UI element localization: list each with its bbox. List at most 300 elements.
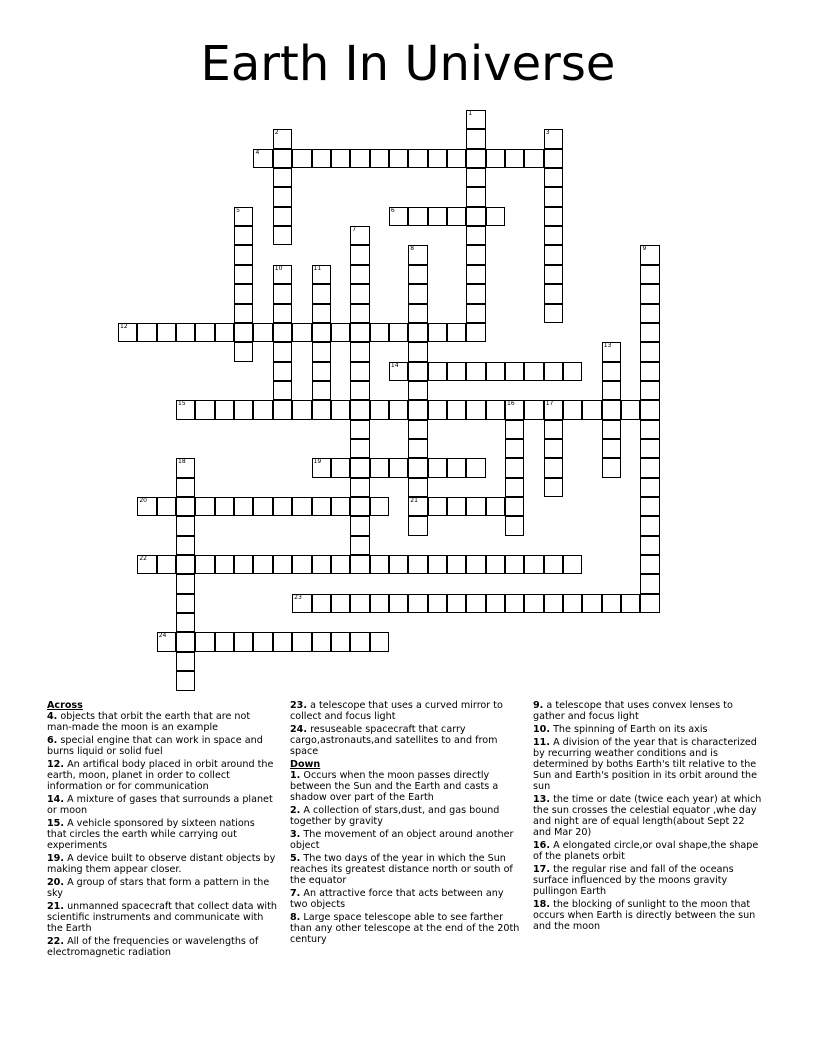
grid-cell[interactable] (176, 613, 195, 632)
grid-cell[interactable] (370, 149, 389, 168)
grid-cell[interactable] (292, 149, 311, 168)
grid-cell[interactable] (312, 555, 331, 574)
grid-cell[interactable] (176, 632, 195, 651)
grid-cell[interactable] (466, 149, 485, 168)
grid-cell[interactable] (331, 458, 350, 477)
grid-cell[interactable] (447, 497, 466, 516)
grid-cell[interactable] (408, 400, 427, 419)
grid-cell[interactable] (195, 497, 214, 516)
grid-cell[interactable] (563, 594, 582, 613)
grid-cell[interactable] (253, 632, 272, 651)
grid-cell[interactable] (370, 594, 389, 613)
clue-text: The two days of the year in which the Sun reaches its greatest distance north or south of the equator (290, 853, 513, 886)
grid-cell[interactable] (273, 304, 292, 323)
grid-cell[interactable] (273, 632, 292, 651)
clue-number: 15 (178, 400, 186, 408)
grid-cell[interactable] (447, 400, 466, 419)
grid-cell[interactable] (350, 555, 369, 574)
grid-cell[interactable] (640, 536, 659, 555)
grid-cell[interactable] (292, 400, 311, 419)
grid-cell[interactable] (292, 632, 311, 651)
grid-cell[interactable] (350, 362, 369, 381)
grid-cell[interactable] (234, 632, 253, 651)
grid-cell[interactable] (331, 323, 350, 342)
clue-number: 13 (603, 342, 612, 350)
grid-cell[interactable] (544, 420, 563, 439)
grid-cell[interactable] (640, 284, 659, 303)
grid-cell[interactable] (640, 304, 659, 323)
grid-cell[interactable] (273, 187, 292, 206)
grid-cell[interactable] (253, 555, 272, 574)
grid-cell[interactable] (640, 400, 659, 419)
grid-cell[interactable] (176, 323, 195, 342)
grid-cell[interactable] (331, 497, 350, 516)
grid-cell[interactable] (389, 207, 408, 226)
grid-cell[interactable] (176, 671, 195, 690)
clue-number: 5 (236, 206, 240, 214)
grid-cell[interactable] (544, 458, 563, 477)
grid-cell[interactable] (350, 516, 369, 535)
clue-number: 2 (274, 129, 279, 137)
grid-cell[interactable] (312, 458, 331, 477)
grid-cell[interactable] (312, 304, 331, 323)
grid-cell[interactable] (466, 304, 485, 323)
grid-cell[interactable] (544, 594, 563, 613)
grid-cell[interactable] (544, 207, 563, 226)
grid-cell[interactable] (273, 207, 292, 226)
clue-number: 1 (468, 110, 473, 117)
grid-cell[interactable] (428, 207, 447, 226)
grid-cell[interactable] (486, 555, 505, 574)
grid-cell[interactable] (176, 497, 195, 516)
grid-cell[interactable] (215, 555, 234, 574)
grid-cell[interactable] (157, 497, 176, 516)
grid-cell[interactable] (215, 497, 234, 516)
grid-cell[interactable] (466, 555, 485, 574)
grid-cell[interactable] (273, 168, 292, 187)
grid-cell[interactable] (640, 265, 659, 284)
grid-cell[interactable] (505, 478, 524, 497)
grid-cell[interactable] (428, 555, 447, 574)
grid-cell[interactable] (505, 362, 524, 381)
grid-cell[interactable] (312, 265, 331, 284)
grid-cell[interactable] (350, 381, 369, 400)
grid-cell[interactable] (273, 149, 292, 168)
grid-cell[interactable] (544, 439, 563, 458)
grid-cell[interactable] (273, 362, 292, 381)
grid-cell[interactable] (505, 439, 524, 458)
grid-cell[interactable] (176, 400, 195, 419)
grid-cell[interactable] (640, 497, 659, 516)
grid-cell[interactable] (389, 594, 408, 613)
grid-cell[interactable] (602, 362, 621, 381)
grid-cell[interactable] (195, 323, 214, 342)
grid-cell[interactable] (370, 632, 389, 651)
grid-cell[interactable] (602, 381, 621, 400)
grid-cell[interactable] (350, 478, 369, 497)
grid-cell[interactable] (273, 400, 292, 419)
clue-text: unmanned spacecraft that collect data with scientific instruments and communicate with the Earth (47, 901, 277, 934)
grid-cell[interactable] (428, 458, 447, 477)
grid-cell[interactable] (447, 362, 466, 381)
grid-cell[interactable] (195, 632, 214, 651)
grid-cell[interactable] (273, 265, 292, 284)
clue-number: 19 (313, 458, 322, 466)
grid-cell[interactable] (350, 245, 369, 264)
clue-text: the blocking of sunlight to the moon that occurs when Earth is directly between the sun and the moon (533, 899, 756, 932)
grid-cell[interactable] (350, 632, 369, 651)
grid-cell[interactable] (389, 323, 408, 342)
grid-cell[interactable] (466, 187, 485, 206)
grid-cell[interactable] (234, 245, 253, 264)
grid-cell[interactable] (466, 168, 485, 187)
grid-cell[interactable] (292, 497, 311, 516)
grid-cell[interactable] (408, 362, 427, 381)
grid-cell[interactable] (157, 555, 176, 574)
grid-cell[interactable] (234, 304, 253, 323)
clue-item (290, 724, 520, 757)
grid-cell[interactable] (505, 149, 524, 168)
grid-cell[interactable] (524, 400, 543, 419)
grid-cell[interactable] (486, 400, 505, 419)
grid-cell[interactable] (234, 323, 253, 342)
grid-cell[interactable] (350, 536, 369, 555)
grid-cell[interactable] (215, 323, 234, 342)
grid-cell[interactable] (389, 458, 408, 477)
grid-cell[interactable] (582, 400, 601, 419)
grid-cell[interactable] (137, 555, 156, 574)
grid-cell[interactable] (428, 497, 447, 516)
grid-cell[interactable] (621, 400, 640, 419)
clue-text: The movement of an object around another object (290, 829, 514, 851)
clue-item (533, 899, 763, 932)
grid-cell[interactable] (234, 207, 253, 226)
grid-cell[interactable] (370, 497, 389, 516)
grid-cell[interactable] (505, 420, 524, 439)
grid-cell[interactable] (544, 555, 563, 574)
grid-cell[interactable] (389, 149, 408, 168)
grid-cell[interactable] (428, 400, 447, 419)
grid-cell[interactable] (331, 594, 350, 613)
grid-cell[interactable] (544, 304, 563, 323)
grid-cell[interactable] (312, 342, 331, 361)
grid-cell[interactable] (331, 632, 350, 651)
grid-cell[interactable] (640, 362, 659, 381)
grid-cell[interactable] (312, 497, 331, 516)
grid-cell[interactable] (312, 400, 331, 419)
grid-cell[interactable] (640, 342, 659, 361)
grid-cell[interactable] (544, 187, 563, 206)
grid-cell[interactable] (505, 516, 524, 535)
grid-cell[interactable] (350, 265, 369, 284)
grid-cell[interactable] (312, 284, 331, 303)
grid-cell[interactable] (176, 458, 195, 477)
clue-text: special engine that can work in space and burns liquid or solid fuel (47, 735, 263, 757)
grid-cell[interactable] (350, 439, 369, 458)
grid-cell[interactable] (350, 323, 369, 342)
grid-cell[interactable] (176, 574, 195, 593)
grid-cell[interactable] (176, 652, 195, 671)
grid-cell[interactable] (563, 362, 582, 381)
clue-item (290, 912, 520, 945)
grid-cell[interactable] (350, 458, 369, 477)
grid-cell[interactable] (408, 245, 427, 264)
grid-cell[interactable] (505, 594, 524, 613)
grid-cell[interactable] (292, 323, 311, 342)
grid-cell[interactable] (505, 400, 524, 419)
grid-cell[interactable] (234, 555, 253, 574)
clue-item (47, 794, 277, 816)
grid-cell[interactable] (408, 439, 427, 458)
grid-cell[interactable] (524, 594, 543, 613)
grid-cell[interactable] (312, 594, 331, 613)
grid-cell[interactable] (563, 400, 582, 419)
grid-cell[interactable] (544, 226, 563, 245)
grid-cell[interactable] (273, 381, 292, 400)
grid-cell[interactable] (292, 555, 311, 574)
grid-cell[interactable] (331, 400, 350, 419)
grid-cell[interactable] (466, 265, 485, 284)
grid-cell[interactable] (253, 149, 272, 168)
grid-cell[interactable] (234, 400, 253, 419)
grid-cell[interactable] (640, 323, 659, 342)
grid-cell[interactable] (466, 594, 485, 613)
grid-cell[interactable] (524, 555, 543, 574)
grid-cell[interactable] (524, 149, 543, 168)
grid-cell[interactable] (408, 284, 427, 303)
grid-cell[interactable] (447, 149, 466, 168)
grid-cell[interactable] (428, 594, 447, 613)
grid-cell[interactable] (582, 594, 601, 613)
grid-cell[interactable] (408, 342, 427, 361)
clue-number: 7 (352, 226, 357, 234)
grid-cell[interactable] (621, 594, 640, 613)
grid-cell[interactable] (176, 594, 195, 613)
grid-cell[interactable] (350, 226, 369, 245)
grid-cell[interactable] (273, 497, 292, 516)
grid-cell[interactable] (640, 574, 659, 593)
grid-cell[interactable] (350, 149, 369, 168)
grid-cell[interactable] (524, 362, 543, 381)
grid-cell[interactable] (602, 458, 621, 477)
grid-cell[interactable] (544, 149, 563, 168)
grid-cell[interactable] (466, 245, 485, 264)
grid-cell[interactable] (370, 458, 389, 477)
grid-cell[interactable] (544, 168, 563, 187)
clue-number-label: 4. (47, 711, 58, 722)
grid-cell[interactable] (408, 497, 427, 516)
grid-cell[interactable] (370, 400, 389, 419)
grid-cell[interactable] (118, 323, 137, 342)
grid-cell[interactable] (195, 400, 214, 419)
clue-item (47, 759, 277, 792)
grid-cell[interactable] (350, 400, 369, 419)
grid-cell[interactable] (408, 420, 427, 439)
grid-cell[interactable] (602, 400, 621, 419)
grid-cell[interactable] (428, 149, 447, 168)
grid-cell[interactable] (176, 536, 195, 555)
clue-number: 17 (545, 400, 554, 408)
grid-cell[interactable] (389, 400, 408, 419)
grid-cell[interactable] (312, 632, 331, 651)
grid-cell[interactable] (408, 149, 427, 168)
grid-cell[interactable] (176, 555, 195, 574)
clue-number: 3 (545, 129, 550, 137)
grid-cell[interactable] (234, 284, 253, 303)
grid-cell[interactable] (640, 381, 659, 400)
clue-item (290, 805, 520, 827)
clue-column-3 (533, 700, 763, 934)
grid-cell[interactable] (253, 323, 272, 342)
grid-cell[interactable] (602, 439, 621, 458)
clue-column-1 (47, 700, 277, 960)
grid-cell[interactable] (195, 555, 214, 574)
grid-cell[interactable] (370, 555, 389, 574)
grid-cell[interactable] (466, 400, 485, 419)
grid-cell[interactable] (486, 149, 505, 168)
grid-cell[interactable] (350, 284, 369, 303)
grid-cell[interactable] (544, 265, 563, 284)
grid-cell[interactable] (544, 400, 563, 419)
grid-cell[interactable] (486, 594, 505, 613)
grid-cell[interactable] (234, 342, 253, 361)
grid-cell[interactable] (137, 323, 156, 342)
clue-number-label: 16. (533, 840, 550, 851)
clue-item (290, 700, 520, 722)
grid-cell[interactable] (408, 594, 427, 613)
grid-cell[interactable] (563, 555, 582, 574)
grid-cell[interactable] (312, 362, 331, 381)
grid-cell[interactable] (350, 594, 369, 613)
grid-cell[interactable] (447, 555, 466, 574)
grid-cell[interactable] (466, 129, 485, 148)
grid-cell[interactable] (273, 555, 292, 574)
grid-cell[interactable] (408, 381, 427, 400)
grid-cell[interactable] (486, 497, 505, 516)
grid-cell[interactable] (640, 555, 659, 574)
grid-cell[interactable] (292, 594, 311, 613)
grid-cell[interactable] (234, 226, 253, 245)
grid-cell[interactable] (640, 594, 659, 613)
grid-cell[interactable] (370, 323, 389, 342)
clue-text: An artifical body placed in orbit around the earth, moon, planet in order to collect information or for communication (47, 759, 274, 792)
grid-cell[interactable] (486, 207, 505, 226)
grid-cell[interactable] (408, 265, 427, 284)
grid-cell[interactable] (408, 516, 427, 535)
grid-cell[interactable] (544, 284, 563, 303)
grid-cell[interactable] (234, 265, 253, 284)
grid-cell[interactable] (176, 478, 195, 497)
grid-cell[interactable] (253, 497, 272, 516)
grid-cell[interactable] (331, 149, 350, 168)
grid-cell[interactable] (428, 362, 447, 381)
grid-cell[interactable] (447, 323, 466, 342)
grid-cell[interactable] (157, 632, 176, 651)
grid-cell[interactable] (408, 458, 427, 477)
grid-cell[interactable] (408, 304, 427, 323)
grid-cell[interactable] (466, 458, 485, 477)
grid-cell[interactable] (447, 594, 466, 613)
grid-cell[interactable] (312, 381, 331, 400)
clue-text: An attractive force that acts between any two objects (290, 888, 504, 910)
grid-cell[interactable] (466, 497, 485, 516)
grid-cell[interactable] (466, 284, 485, 303)
grid-cell[interactable] (273, 342, 292, 361)
grid-cell[interactable] (505, 497, 524, 516)
grid-cell[interactable] (544, 245, 563, 264)
grid-cell[interactable] (350, 420, 369, 439)
clue-number: 24 (158, 632, 167, 640)
grid-cell[interactable] (408, 555, 427, 574)
grid-cell[interactable] (640, 439, 659, 458)
grid-cell[interactable] (466, 110, 485, 129)
grid-cell[interactable] (350, 497, 369, 516)
grid-cell[interactable] (602, 420, 621, 439)
grid-cell[interactable] (331, 555, 350, 574)
grid-cell[interactable] (215, 632, 234, 651)
grid-cell[interactable] (389, 362, 408, 381)
grid-cell[interactable] (447, 458, 466, 477)
clue-number: 4 (255, 148, 260, 156)
grid-cell[interactable] (640, 458, 659, 477)
grid-cell[interactable] (312, 149, 331, 168)
grid-cell[interactable] (640, 420, 659, 439)
clue-number: 23 (294, 593, 302, 601)
grid-cell[interactable] (466, 323, 485, 342)
grid-cell[interactable] (640, 478, 659, 497)
grid-cell[interactable] (215, 400, 234, 419)
grid-cell[interactable] (544, 478, 563, 497)
grid-cell[interactable] (157, 323, 176, 342)
grid-cell[interactable] (466, 207, 485, 226)
grid-cell[interactable] (486, 362, 505, 381)
clue-text: A group of stars that form a pattern in the sky (47, 877, 270, 899)
clue-number-label: 22. (47, 936, 64, 947)
clue-text: a telescope that uses a curved mirror to collect and focus light (290, 700, 503, 722)
grid-cell[interactable] (408, 207, 427, 226)
clue-number: 11 (313, 264, 322, 272)
grid-cell[interactable] (408, 323, 427, 342)
grid-cell[interactable] (602, 342, 621, 361)
grid-cell[interactable] (466, 226, 485, 245)
grid-cell[interactable] (505, 555, 524, 574)
grid-cell[interactable] (253, 400, 272, 419)
grid-cell[interactable] (137, 497, 156, 516)
grid-cell[interactable] (312, 323, 331, 342)
grid-cell[interactable] (234, 497, 253, 516)
grid-cell[interactable] (389, 555, 408, 574)
grid-cell[interactable] (505, 458, 524, 477)
grid-cell[interactable] (602, 594, 621, 613)
grid-cell[interactable] (544, 129, 563, 148)
grid-cell[interactable] (273, 226, 292, 245)
clue-text: resuseable spacecraft that carry cargo,astronauts,and satellites to and from space (290, 724, 498, 757)
grid-cell[interactable] (428, 323, 447, 342)
grid-cell[interactable] (273, 129, 292, 148)
grid-cell[interactable] (640, 516, 659, 535)
grid-cell[interactable] (447, 207, 466, 226)
grid-cell[interactable] (273, 284, 292, 303)
grid-cell[interactable] (466, 362, 485, 381)
grid-cell[interactable] (408, 478, 427, 497)
grid-cell[interactable] (176, 516, 195, 535)
grid-cell[interactable] (544, 362, 563, 381)
grid-cell[interactable] (273, 323, 292, 342)
grid-cell[interactable] (640, 245, 659, 264)
clue-item (47, 818, 277, 851)
grid-cell[interactable] (350, 304, 369, 323)
grid-cell[interactable] (350, 342, 369, 361)
